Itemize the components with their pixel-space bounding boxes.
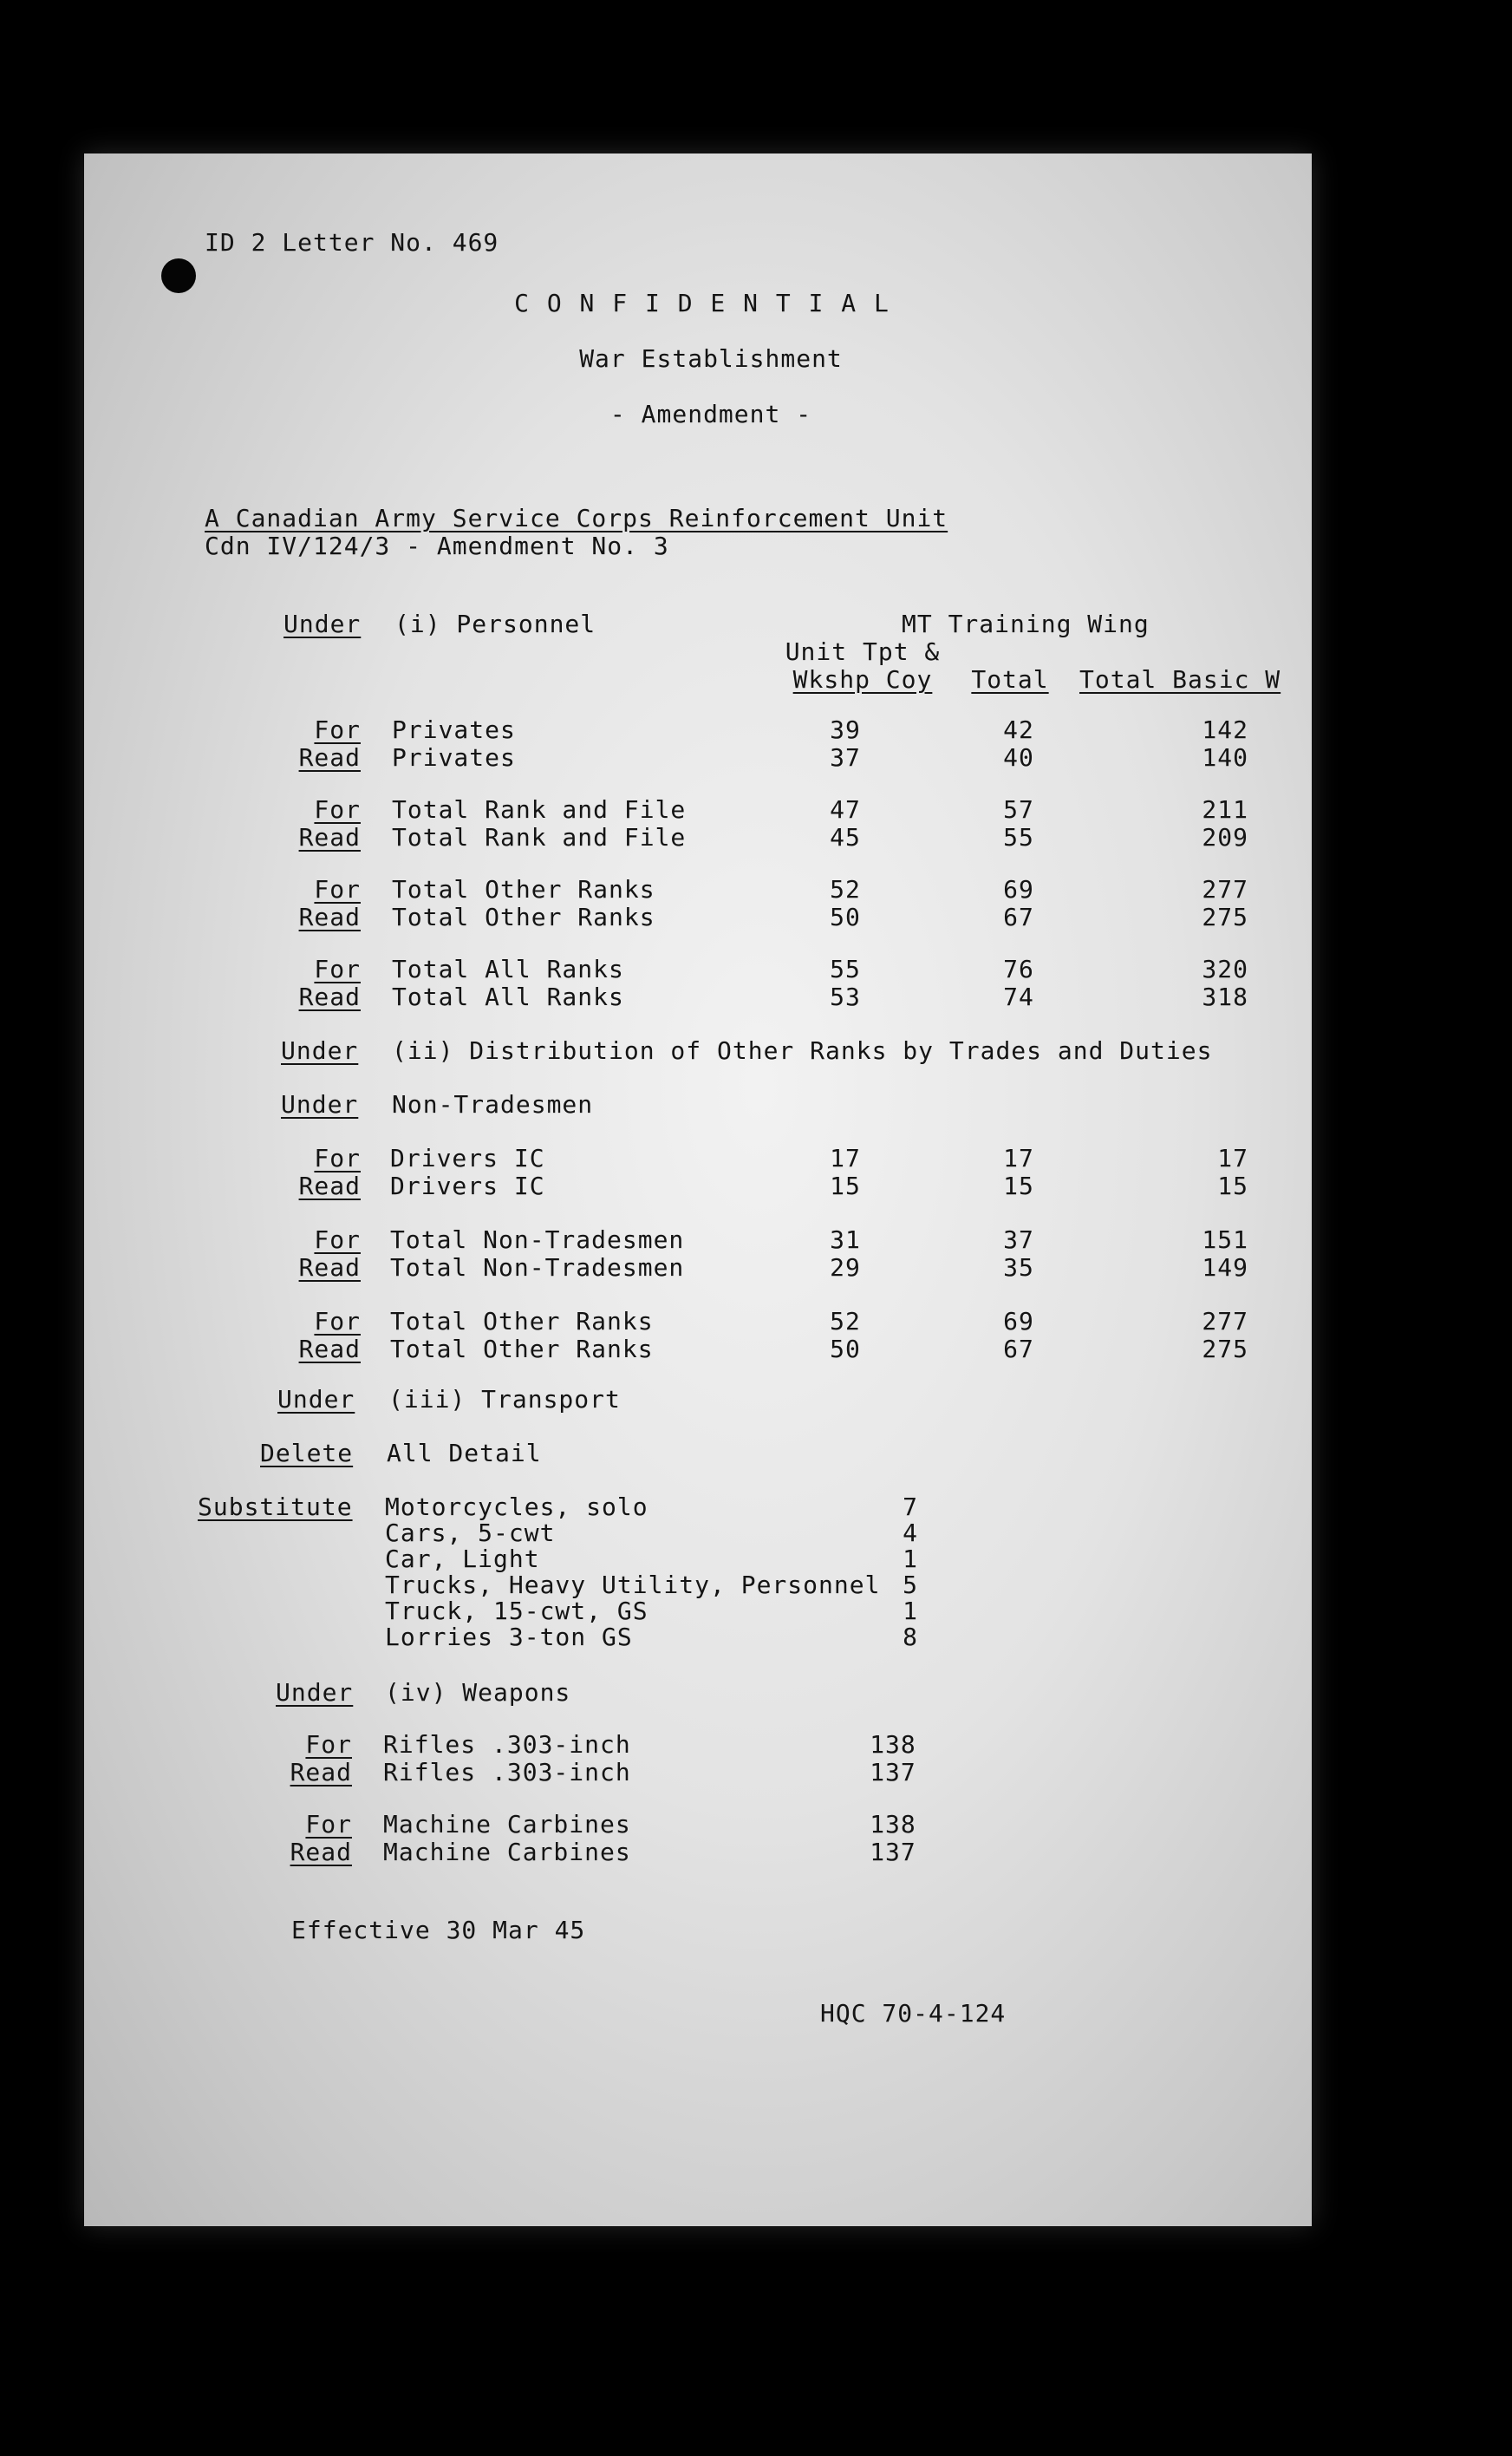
transport-item: Truck, 15-cwt, GS xyxy=(385,1597,648,1625)
read-label: Read xyxy=(298,743,361,772)
value-total: 67 xyxy=(1003,903,1034,931)
value-total: 37 xyxy=(1003,1225,1034,1254)
value-unit: 31 xyxy=(830,1225,861,1254)
read-label: Read xyxy=(298,823,361,852)
column-header: Total xyxy=(971,665,1049,694)
letter-reference: ID 2 Letter No. 469 xyxy=(205,228,499,257)
weapon-description: Machine Carbines xyxy=(383,1810,631,1839)
value-unit: 52 xyxy=(830,875,861,904)
row-description: Total All Ranks xyxy=(392,983,624,1011)
read-label: Read xyxy=(298,983,361,1011)
section-label: (iii) Transport xyxy=(388,1385,621,1414)
read-label: Read xyxy=(298,1335,361,1363)
value-total: 15 xyxy=(1003,1172,1034,1200)
value-basic: 320 xyxy=(1202,955,1248,983)
value-total: 42 xyxy=(1003,715,1034,744)
section-label: (iv) Weapons xyxy=(385,1678,571,1707)
for-label: For xyxy=(314,715,361,744)
for-label: For xyxy=(314,795,361,824)
section-label: (ii) Distribution of Other Ranks by Trades and Duties xyxy=(392,1036,1213,1065)
value-basic: 211 xyxy=(1202,795,1248,824)
read-label: Read xyxy=(298,1172,361,1200)
read-label: Read xyxy=(290,1838,352,1866)
weapon-description: Rifles .303-inch xyxy=(383,1730,631,1759)
transport-qty: 5 xyxy=(903,1571,918,1599)
value-basic: 149 xyxy=(1202,1253,1248,1282)
punch-hole xyxy=(161,258,196,293)
value-basic: 142 xyxy=(1202,715,1248,744)
for-label: For xyxy=(314,1307,361,1336)
for-label: For xyxy=(314,955,361,983)
row-description: Privates xyxy=(392,743,516,772)
value-basic: 275 xyxy=(1202,1335,1248,1363)
for-label: For xyxy=(314,1225,361,1254)
value-basic: 277 xyxy=(1202,875,1248,904)
read-label: Read xyxy=(298,1253,361,1282)
under-label: Under xyxy=(276,1678,354,1707)
transport-item: Motorcycles, solo xyxy=(385,1493,648,1521)
row-description: Total Other Ranks xyxy=(390,1335,654,1363)
section-label: (i) Personnel xyxy=(394,610,596,638)
classification: C O N F I D E N T I A L xyxy=(514,289,890,317)
transport-item: Cars, 5-cwt xyxy=(385,1519,556,1547)
value-total: 69 xyxy=(1003,1307,1034,1336)
row-description: Drivers IC xyxy=(390,1144,545,1172)
value-basic: 318 xyxy=(1202,983,1248,1011)
value-unit: 55 xyxy=(830,955,861,983)
delete-text: All Detail xyxy=(387,1439,542,1467)
subsection-label: Non-Tradesmen xyxy=(392,1090,594,1119)
transport-item: Car, Light xyxy=(385,1545,540,1573)
weapon-description: Machine Carbines xyxy=(383,1838,631,1866)
value-unit: 47 xyxy=(830,795,861,824)
weapon-qty: 138 xyxy=(870,1730,916,1759)
column-header: Wkshp Coy xyxy=(792,665,933,694)
for-label: For xyxy=(314,1144,361,1172)
value-basic: 140 xyxy=(1202,743,1248,772)
transport-qty: 4 xyxy=(903,1519,918,1547)
value-unit: 50 xyxy=(830,903,861,931)
transport-item: Lorries 3-ton GS xyxy=(385,1623,633,1651)
value-total: 76 xyxy=(1003,955,1034,983)
value-total: 17 xyxy=(1003,1144,1034,1172)
column-header: Unit Tpt & xyxy=(785,637,941,666)
weapon-description: Rifles .303-inch xyxy=(383,1758,631,1786)
value-unit: 17 xyxy=(830,1144,861,1172)
row-description: Privates xyxy=(392,715,516,744)
row-description: Total Other Ranks xyxy=(392,903,655,931)
under-label: Under xyxy=(281,1090,359,1119)
unit-reference: Cdn IV/124/3 - Amendment No. 3 xyxy=(205,532,669,560)
subject: War Establishment xyxy=(579,344,843,373)
row-description: Total Non-Tradesmen xyxy=(390,1225,685,1254)
value-unit: 37 xyxy=(830,743,861,772)
effective-date: Effective 30 Mar 45 xyxy=(291,1916,586,1944)
row-description: Drivers IC xyxy=(390,1172,545,1200)
value-unit: 15 xyxy=(830,1172,861,1200)
delete-label: Delete xyxy=(260,1439,354,1467)
read-label: Read xyxy=(298,903,361,931)
value-unit: 45 xyxy=(830,823,861,852)
value-basic: 15 xyxy=(1217,1172,1248,1200)
under-label: Under xyxy=(277,1385,355,1414)
transport-qty: 8 xyxy=(903,1623,918,1651)
value-basic: 151 xyxy=(1202,1225,1248,1254)
weapon-qty: 138 xyxy=(870,1810,916,1839)
value-unit: 29 xyxy=(830,1253,861,1282)
value-unit: 52 xyxy=(830,1307,861,1336)
weapon-qty: 137 xyxy=(870,1758,916,1786)
value-total: 55 xyxy=(1003,823,1034,852)
for-label: For xyxy=(305,1730,352,1759)
read-label: Read xyxy=(290,1758,352,1786)
for-label: For xyxy=(314,875,361,904)
value-total: 35 xyxy=(1003,1253,1034,1282)
value-basic: 209 xyxy=(1202,823,1248,852)
row-description: Total Rank and File xyxy=(392,823,687,852)
value-total: 67 xyxy=(1003,1335,1034,1363)
value-basic: 275 xyxy=(1202,903,1248,931)
value-basic: 17 xyxy=(1217,1144,1248,1172)
value-total: 57 xyxy=(1003,795,1034,824)
value-unit: 50 xyxy=(830,1335,861,1363)
row-description: Total All Ranks xyxy=(392,955,624,983)
transport-item: Trucks, Heavy Utility, Personnel xyxy=(385,1571,881,1599)
under-label: Under xyxy=(281,1036,359,1065)
value-unit: 39 xyxy=(830,715,861,744)
row-description: Total Other Ranks xyxy=(392,875,655,904)
transport-qty: 1 xyxy=(903,1597,918,1625)
value-unit: 53 xyxy=(830,983,861,1011)
value-total: 69 xyxy=(1003,875,1034,904)
substitute-label: Substitute xyxy=(198,1493,353,1521)
subtitle: - Amendment - xyxy=(609,400,812,428)
row-description: Total Non-Tradesmen xyxy=(390,1253,685,1282)
weapon-qty: 137 xyxy=(870,1838,916,1866)
for-label: For xyxy=(305,1810,352,1839)
row-description: Total Other Ranks xyxy=(390,1307,654,1336)
column-header: Total Basic W xyxy=(1079,665,1281,694)
value-basic: 277 xyxy=(1202,1307,1248,1336)
column-group-header: MT Training Wing xyxy=(902,610,1150,638)
file-reference: HQC 70-4-124 xyxy=(820,1999,1007,2028)
transport-qty: 7 xyxy=(903,1493,918,1521)
transport-qty: 1 xyxy=(903,1545,918,1573)
value-total: 40 xyxy=(1003,743,1034,772)
row-description: Total Rank and File xyxy=(392,795,687,824)
unit-title: A Canadian Army Service Corps Reinforcement Unit xyxy=(205,504,948,532)
under-label: Under xyxy=(284,610,362,638)
value-total: 74 xyxy=(1003,983,1034,1011)
